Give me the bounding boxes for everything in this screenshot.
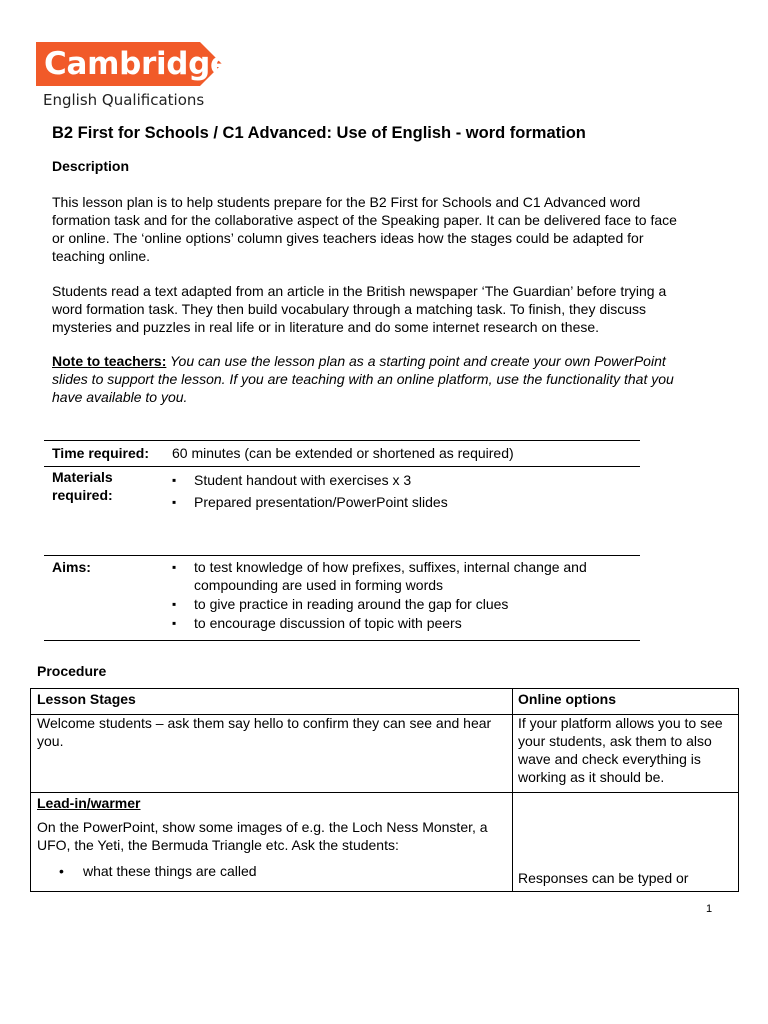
procedure-heading: Procedure xyxy=(37,663,107,679)
bullet-icon: • xyxy=(59,863,64,879)
column-header-lesson-stages: Lesson Stages xyxy=(37,691,136,707)
time-required-value: 60 minutes (can be extended or shortened as required) xyxy=(172,445,514,461)
row2-online-text: Responses can be typed or xyxy=(518,870,689,886)
materials-required-label: Materials required: xyxy=(52,469,113,503)
summary-table xyxy=(44,440,640,641)
procedure-table xyxy=(30,688,739,892)
description-heading: Description xyxy=(52,158,130,174)
materials-item: ▪ Student handout with exercises x 3 xyxy=(168,471,628,489)
materials-item: ▪ Prepared presentation/PowerPoint slides xyxy=(168,493,628,511)
row1-stage-text: Welcome students – ask them say hello to confirm they can see and hear you. xyxy=(37,715,492,749)
row2-heading: Lead-in/warmer xyxy=(37,795,141,811)
procedure-column-divider xyxy=(512,689,513,891)
page-number: 1 xyxy=(706,903,713,915)
column-header-online-options: Online options xyxy=(518,691,616,707)
description-paragraph-2: Students read a text adapted from an article in the British newspaper ‘The Guardian’ before trying a word formation task. They then build vocabulary through a matching task. To finish, they discuss mysteries and puzzles in real life or in literature and do some internet research on these. xyxy=(52,283,667,335)
note-label: Note to teachers: xyxy=(52,353,167,369)
materials-list xyxy=(168,471,628,511)
aims-item: ▪ to give practice in reading around the gap for clues xyxy=(168,595,628,613)
aims-list xyxy=(168,558,628,632)
summary-row-divider xyxy=(44,466,640,467)
logo-subtitle: English Qualifications xyxy=(43,91,205,109)
cambridge-logo xyxy=(36,42,231,110)
description-paragraph-1: This lesson plan is to help students prepare for the B2 First for Schools and C1 Advanced word formation task and for the collaborative aspect of the Speaking paper. It can be delivered face to face or online. The ‘online options’ column gives teachers ideas how the stages could be adapted for teaching online. xyxy=(52,194,677,264)
logo-brand-text: Cambridge xyxy=(44,46,231,82)
aims-label: Aims: xyxy=(52,559,91,575)
aims-item: ▪ to test knowledge of how prefixes, suffixes, internal change and compounding are used in forming words xyxy=(168,558,628,594)
row2-bullet-text: what these things are called xyxy=(83,863,257,879)
aims-item: ▪ to encourage discussion of topic with peers xyxy=(168,614,628,632)
row2-stage-text: On the PowerPoint, show some images of e.g. the Loch Ness Monster, a UFO, the Yeti, the Bermuda Triangle etc. Ask the students: xyxy=(37,819,488,853)
time-required-label: Time required: xyxy=(52,445,149,461)
summary-row-divider xyxy=(44,555,640,556)
note-text: You can use the lesson plan as a starting point and create your own PowerPoint slides to support the lesson. If you are teaching with an online platform, use the functionality that you have available to you. xyxy=(52,353,674,405)
note-to-teachers xyxy=(52,352,692,406)
procedure-row-divider xyxy=(31,792,738,793)
row1-online-text: If your platform allows you to see your students, ask them to also wave and check everything is working as it should be. xyxy=(518,715,723,785)
document-title: B2 First for Schools / C1 Advanced: Use of English - word formation xyxy=(52,124,586,142)
